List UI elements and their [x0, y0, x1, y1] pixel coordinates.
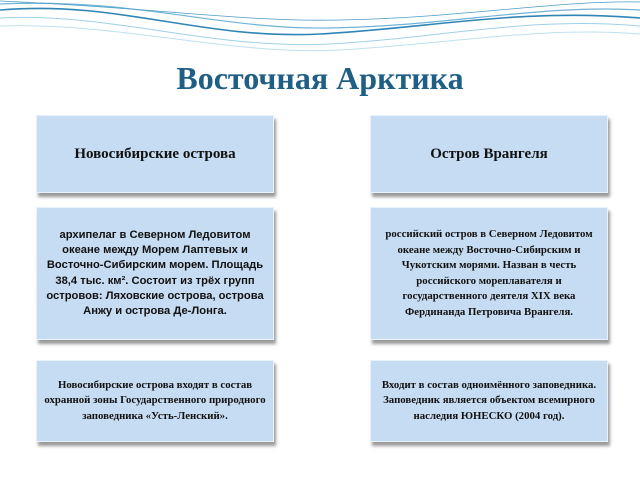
fact-novosibirsk: Новосибирские острова входят в состав охранной зоны Государственного природного заповедника «Усть-Ленский». — [44, 378, 266, 422]
page-title: Восточная Арктика — [176, 60, 464, 96]
heading-novosibirsk: Новосибирские острова — [74, 145, 236, 162]
description-box-wrangel — [370, 207, 608, 340]
fact-box-novosibirsk — [36, 360, 274, 442]
heading-box-wrangel — [370, 115, 608, 193]
heading-box-novosibirsk — [36, 115, 274, 193]
fact-wrangel: Входит в состав одноимённого заповедника. Заповедник является объектом всемирного наследия ЮНЕСКО (2004 год). — [381, 378, 597, 422]
description-wrangel: российский остров в Северном Ледовитом океане между Восточно-Сибирским и Чукотским морями. Назван в честь российского мореплавателя и государственного деятеля XIX века Фердинанда Петровича Врангеля. — [385, 228, 593, 318]
description-novosibirsk: архипелаг в Северном Ледовитом океане между Морем Лаптевых и Восточно-Сибирским морем. Площадь 38,4 тыс. км². Состоит из трёх групп островов: Ляховские острова, острова Анжу и острова Де-Лонга. — [46, 228, 264, 318]
description-box-novosibirsk — [36, 207, 274, 340]
fact-box-wrangel — [370, 360, 608, 442]
heading-wrangel: Остров Врангеля — [430, 146, 548, 162]
